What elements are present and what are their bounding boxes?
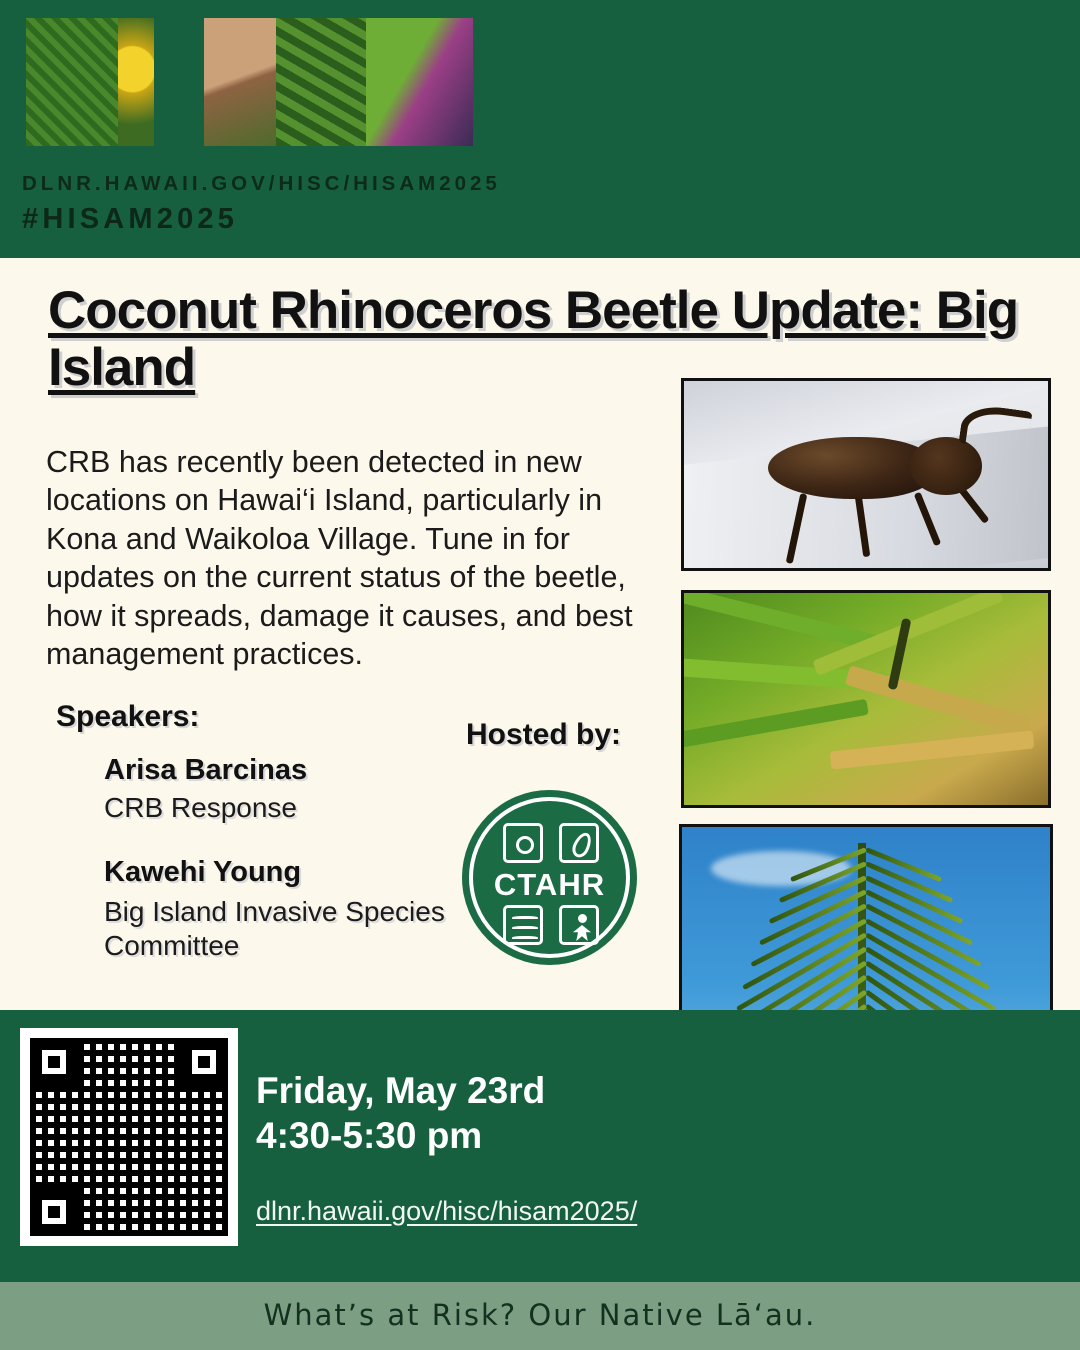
poster-footer (0, 1282, 1080, 1350)
poster-header (0, 0, 1080, 258)
qr-code-pattern (30, 1038, 228, 1236)
water-waves-icon (503, 905, 543, 945)
ctahr-logo-text: CTAHR (493, 867, 606, 902)
leaf-icon (559, 823, 599, 863)
photo-damaged-palm-frond (681, 590, 1051, 808)
hisam-logo-letter-i (118, 18, 154, 146)
footer-tagline: What’s at Risk? Our Native Lā‘au. (263, 1298, 817, 1332)
speaker-2-affiliation: Big Island Invasive Species Committee (104, 896, 445, 961)
speakers-heading: Speakers: (56, 700, 200, 733)
event-time: 4:30-5:30 pm (256, 1115, 483, 1157)
event-link[interactable]: dlnr.hawaii.gov/hisc/hisam2025/ (256, 1196, 638, 1226)
speaker-1-name: Arisa Barcinas (104, 754, 308, 786)
ctahr-logo-ring (469, 797, 630, 958)
hisam-logo-letter-h (26, 18, 118, 146)
hisam-logo (18, 8, 538, 148)
ctahr-logo (462, 790, 637, 965)
sun-icon (503, 823, 543, 863)
hisam-logo-letter-a (276, 18, 368, 146)
hisam-logo-letter-m (366, 18, 473, 146)
photo-coconut-rhinoceros-beetle (681, 378, 1051, 571)
speaker-1-affiliation: CRB Response (104, 792, 297, 823)
event-description: CRB has recently been detected in new locations on Hawai‘i Island, particularly in Kona and Waikoloa Village. Tune in for updates on the current status of the beetle, how it spreads, damage it causes, and best management practices. (46, 445, 633, 672)
speaker-2-name: Kawehi Young (104, 856, 302, 888)
header-hashtag: #HISAM2025 (22, 203, 239, 235)
page-title: Coconut Rhinoceros Beetle Update: Big Island (48, 281, 1019, 397)
hosted-by-heading: Hosted by: (466, 718, 622, 751)
event-date: Friday, May 23rd (256, 1070, 546, 1111)
header-url[interactable]: DLNR.HAWAII.GOV/HISC/HISAM2025 (22, 172, 501, 195)
person-icon (559, 905, 599, 945)
event-datetime (256, 1068, 545, 1158)
qr-code[interactable] (20, 1028, 238, 1246)
